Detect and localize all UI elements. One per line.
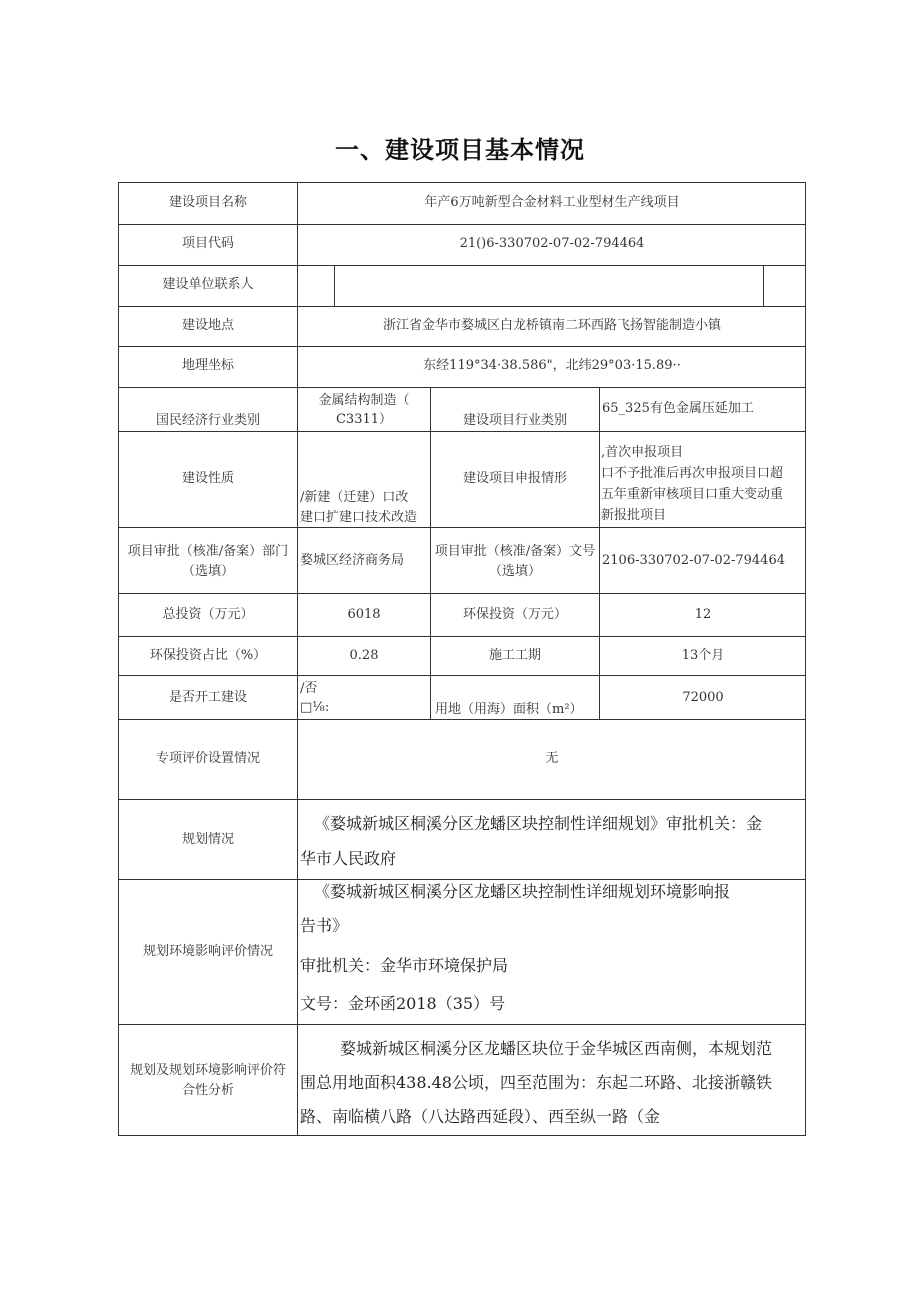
value-planning-env-4: 文号：金环函2018（35）号 xyxy=(300,994,506,1013)
value-nature-1: /新建（迁建）口改 xyxy=(300,490,409,505)
mid-divider-2 xyxy=(599,387,600,720)
label-industry-project: 建设项目行业类别 xyxy=(462,413,567,428)
value-industry-national-1: 金属结构制造（ xyxy=(318,393,410,408)
label-coordinates: 地理坐标 xyxy=(181,358,234,373)
value-declaration-1: ,首次申报项目 xyxy=(601,445,684,460)
value-land-area: 72000 xyxy=(682,690,724,705)
value-total-investment: 6018 xyxy=(347,607,381,622)
label-compliance: 规划及规划环境影响评价符合性分析 xyxy=(129,1063,286,1098)
value-planning-2: 华市人民政府 xyxy=(300,849,397,868)
value-industry-project: 65_325有色金属压延加工 xyxy=(602,401,754,416)
label-construction-period: 施工工期 xyxy=(488,648,541,663)
value-planning-env-1: 《婺城新城区桐溪分区龙蟠区块控制性详细规划环境影响报 xyxy=(314,882,731,901)
value-declaration-2: 口不予批准后再次申报项目口超 xyxy=(601,466,784,481)
value-construction-period: 13个月 xyxy=(681,648,725,663)
value-compliance-2: 围总用地面积438.48公顷，四至范围为：东起二环路、北接浙赣铁 xyxy=(300,1073,772,1092)
value-compliance-1: 婺城新城区桐溪分区龙蟠区块位于金华城区西南侧，本规划范 xyxy=(340,1039,773,1058)
label-location: 建设地点 xyxy=(181,318,234,333)
value-approval-dept: 婺城区经济商务局 xyxy=(300,553,405,568)
label-contact: 建设单位联系人 xyxy=(162,277,254,292)
value-planning-env-2: 告书》 xyxy=(300,916,349,935)
label-nature: 建设性质 xyxy=(181,471,234,486)
value-project-name: 年产6万吨新型合金材料工业型材生产线项目 xyxy=(424,195,680,210)
value-location: 浙江省金华市婺城区白龙桥镇南二环西路飞扬智能制造小镇 xyxy=(382,318,721,333)
value-coordinates: 东经119°34·38.586"，北纬29°03·15.89·· xyxy=(423,358,681,373)
value-project-code: 21()6-330702-07-02-794464 xyxy=(459,236,645,251)
value-industry-national-2: C3311） xyxy=(335,412,393,427)
label-industry-national: 国民经济行业类别 xyxy=(155,413,260,428)
label-project-name: 建设项目名称 xyxy=(168,195,247,210)
value-started-1: /否 xyxy=(300,681,318,696)
label-planning-env: 规划环境影响评价情况 xyxy=(142,944,273,959)
label-env-investment: 环保投资（万元） xyxy=(462,607,567,622)
value-env-ratio: 0.28 xyxy=(349,648,379,663)
label-special-eval: 专项评价设置情况 xyxy=(155,751,260,766)
label-approval-doc: 项目审批（核准/备案）文号（选填） xyxy=(434,544,596,579)
label-land-area: 用地（用海）面积（m²） xyxy=(435,702,583,717)
value-nature-2: 建口扩建口技术改造 xyxy=(300,510,418,525)
value-planning-1: 《婺城新城区桐溪分区龙蟠区块控制性详细规划》审批机关：金 xyxy=(314,814,763,833)
value-started-2: □⅛: xyxy=(300,700,330,715)
label-project-code: 项目代码 xyxy=(181,236,234,251)
value-special-eval: 无 xyxy=(545,751,559,766)
label-planning: 规划情况 xyxy=(181,832,234,847)
value-compliance-3: 路、南临横八路（八达路西延段）、西至纵一路（金 xyxy=(300,1107,661,1126)
label-started: 是否开工建设 xyxy=(168,690,247,705)
value-declaration-4: 新报批项目 xyxy=(601,508,667,523)
page-title: 一、建设项目基本情况 xyxy=(335,136,585,164)
value-approval-doc: 2106-330702-07-02-794464 xyxy=(602,553,785,568)
value-planning-env-3: 审批机关：金华市环境保护局 xyxy=(300,956,509,975)
label-total-investment: 总投资（万元） xyxy=(162,607,254,622)
value-declaration-3: 五年重新审核项目口重大变动重 xyxy=(601,487,784,502)
label-env-ratio: 环保投资占比（%） xyxy=(149,648,267,663)
value-env-investment: 12 xyxy=(694,607,712,622)
contact-divider-2 xyxy=(763,265,764,307)
contact-divider-1 xyxy=(334,265,335,307)
label-declaration: 建设项目申报情形 xyxy=(462,471,567,486)
label-approval-dept: 项目审批（核准/备案）部门（选填） xyxy=(127,544,289,579)
